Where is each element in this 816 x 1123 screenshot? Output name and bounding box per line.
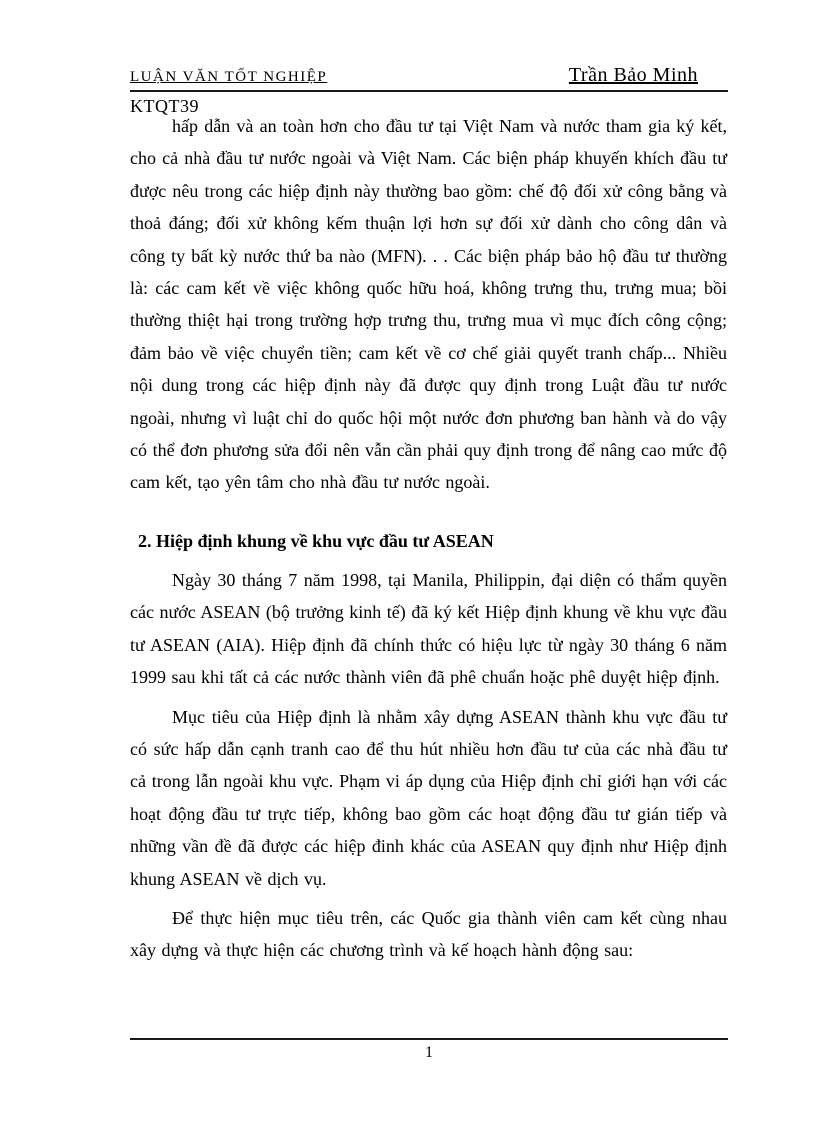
header-rule <box>130 64 728 92</box>
paragraph-investment-protection: hấp dẫn và an toàn hơn cho đầu tư tại Việt Nam và nước tham gia ký kết, cho cả nhà đầu tư nước ngoài và Việt Nam. Các biện pháp khuyến khích đầu tư được nêu trong các hiệp định này thường bao gồm: chế độ đối xử công bằng và thoả đáng; đối xử không kếm thuận lợi hơn sự đối xử dành cho công dân và công ty bất kỳ nước thứ ba nào (MFN). . . Các biện pháp bảo hộ đầu tư thường là: các cam kết về việc không quốc hữu hoá, không trưng thu, trưng mua; bồi thường thiệt hại trong trường hợp trưng thu, trưng mua vì mục đích công cộng; đảm bảo về việc chuyển tiền; cam kết về cơ chế giải quyết tranh chấp... Nhiều nội dung trong các hiệp định này đã được quy định trong Luật đầu tư nước ngoài, nhưng vì luật chỉ do quốc hội một nước đơn phương ban hành và do vậy có thể đơn phương sửa đổi nên vẫn cần phải quy định trong để nâng cao mức độ cam kết, tạo yên tâm cho nhà đầu tư nước ngoài. <box>130 116 727 493</box>
section-heading-asean-investment-area: 2. Hiệp định khung về khu vực đầu tư ASEAN <box>138 530 494 551</box>
paragraph-member-commitments: Để thực hiện mục tiêu trên, các Quốc gia thành viên cam kết cùng nhau xây dựng và thực hiện các chương trình và kế hoạch hành động sau: <box>130 907 727 961</box>
document-body <box>130 110 727 974</box>
header-class-code: KTQT39 <box>130 96 199 116</box>
page-number: 1 <box>425 1044 433 1061</box>
paragraph-aia-objective: Mục tiêu của Hiệp định là nhằm xây dựng ASEAN thành khu vực đầu tư có sức hấp dẫn cạnh tranh cao để thu hút nhiều hơn đầu tư của các nhà đầu tư cả trong lẫn ngoài khu vực. Phạm vi áp dụng của Hiệp định chỉ giới hạn với các hoạt động đầu tư trực tiếp, không bao gồm các hoạt động đầu tư gián tiếp và những vần đề đã được các hiệp đinh khác của ASEAN quy định như Hiệp định khung ASEAN về dịch vụ. <box>130 706 727 889</box>
footer-rule <box>130 1038 728 1040</box>
header-author: Trần Bảo Minh <box>568 64 698 86</box>
header-title: LUẬN VĂN TỐT NGHIỆP <box>130 69 328 85</box>
paragraph-aia-signing: Ngày 30 tháng 7 năm 1998, tại Manila, Philippin, đại diện có thẩm quyền các nước ASEAN (bộ trưởng kinh tế) đã ký kết Hiệp định khung về khu vực đầu tư ASEAN (AIA). Hiệp định đã chính thức có hiệu lực từ ngày 30 tháng 6 năm 1999 sau khi tất cả các nước thành viên đã phê chuẩn hoặc phê duyệt hiệp định. <box>130 569 727 688</box>
page-footer <box>130 1038 728 1062</box>
